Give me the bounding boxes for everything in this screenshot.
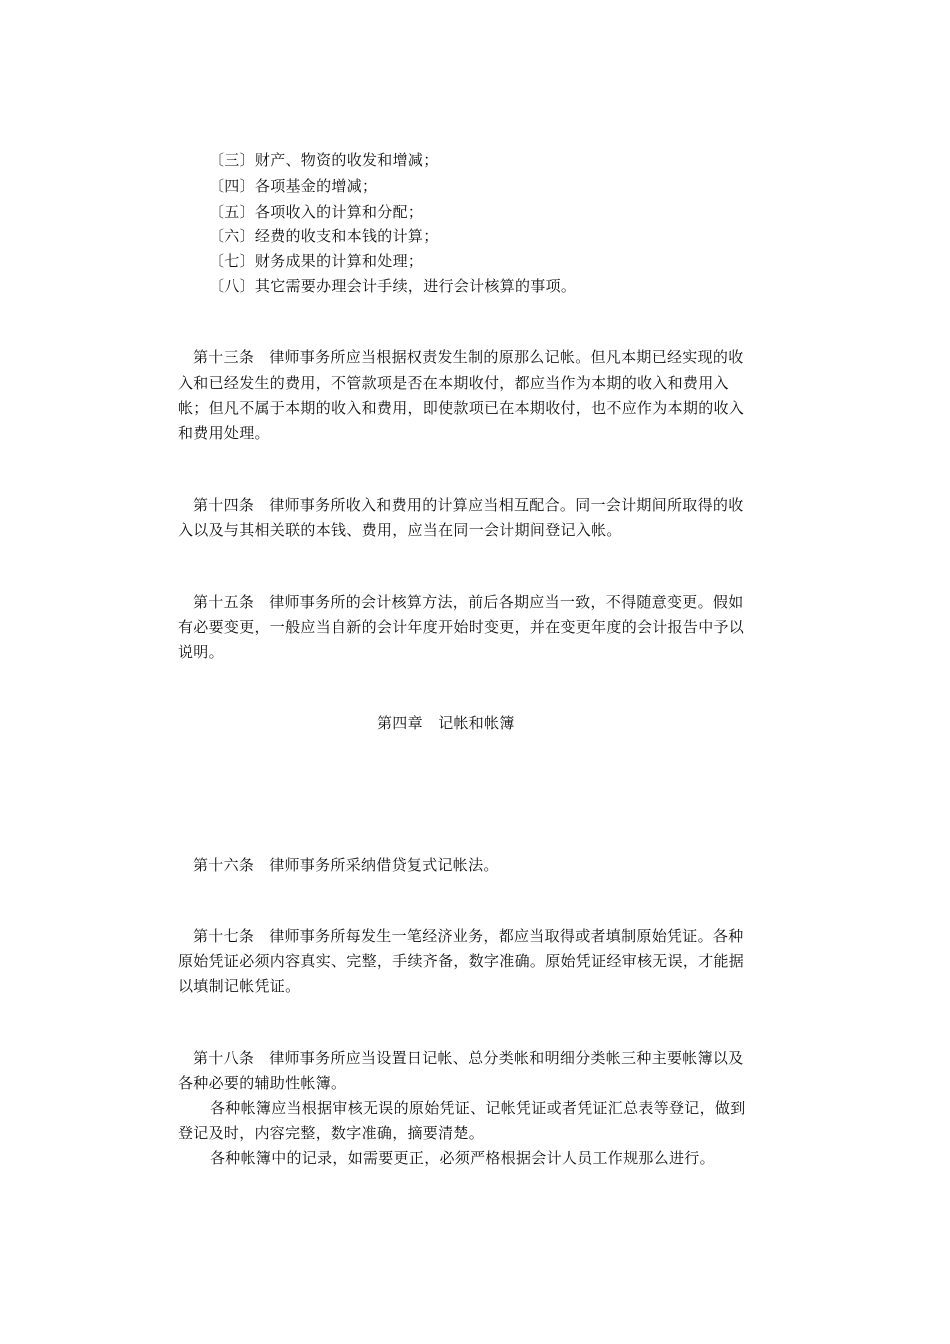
- article-14-text: 律师事务所收入和费用的计算应当相互配合。同一会计期间所取得的收: [269, 496, 744, 514]
- article-16-line: [193, 852, 793, 878]
- article-15-line: 说明。: [178, 643, 224, 661]
- article-13-line: [193, 344, 793, 370]
- article-17-line: 原始凭证必须内容真实、完整，手续齐备，数字准确。原始凭证经审核无误，才能据: [178, 952, 745, 970]
- article-14-label: 第十四条: [193, 496, 255, 514]
- list-item: 〔四〕各项基金的增减；: [209, 177, 378, 195]
- article-13-label: 第十三条: [193, 348, 255, 366]
- article-18-label: 第十八条: [193, 1049, 255, 1067]
- article-17-line: 以填制记帐凭证。: [178, 977, 301, 995]
- list-item: 〔七〕财务成果的计算和处理；: [209, 252, 424, 270]
- article-17-label: 第十七条: [193, 927, 255, 945]
- article-18-paragraph-line: 登记及时，内容完整，数字准确，摘要清楚。: [178, 1124, 485, 1142]
- article-18-line: 各种必要的辅助性帐簿。: [178, 1074, 347, 1092]
- article-17-text: 律师事务所每发生一笔经济业务，都应当取得或者填制原始凭证。各种: [269, 927, 744, 945]
- list-item: 〔五〕各项收入的计算和分配；: [209, 203, 424, 221]
- article-13-text: 律师事务所应当根据权责发生制的原那么记帐。但凡本期已经实现的收: [269, 348, 744, 366]
- article-15-text: 律师事务所的会计核算方法，前后各期应当一致，不得随意变更。假如: [269, 593, 744, 611]
- article-18-paragraph-line: 各种帐簿中的记录，如需要更正，必须严格根据会计人员工作规那么进行。: [210, 1149, 715, 1167]
- article-13-line: 和费用处理。: [178, 424, 270, 442]
- article-18-paragraph-line: 各种帐簿应当根据审核无误的原始凭证、记帐凭证或者凭证汇总表等登记，做到: [210, 1099, 746, 1117]
- article-16-label: 第十六条: [193, 856, 255, 874]
- list-item: 〔八〕其它需要办理会计手续，进行会计核算的事项。: [209, 277, 577, 295]
- article-14-line: [193, 492, 793, 518]
- article-15-label: 第十五条: [193, 593, 255, 611]
- article-13-line: 帐；但凡不属于本期的收入和费用，即使款项已在本期收付，也不应作为本期的收入: [178, 399, 745, 417]
- list-item: 〔三〕财产、物资的收发和增减；: [209, 151, 439, 169]
- article-14-line: 入以及与其相关联的本钱、费用，应当在同一会计期间登记入帐。: [178, 521, 622, 539]
- article-18-line: [193, 1045, 793, 1071]
- chapter-heading: 第四章 记帐和帐簿: [377, 714, 515, 732]
- article-16-text: 律师事务所采纳借贷复式记帐法。: [269, 856, 499, 874]
- article-17-line: [193, 923, 793, 949]
- list-item: 〔六〕经费的收支和本钱的计算；: [209, 227, 439, 245]
- article-15-line: [193, 589, 793, 615]
- article-13-line: 入和已经发生的费用，不管款项是否在本期收付，都应当作为本期的收入和费用入: [178, 374, 729, 392]
- article-15-line: 有必要变更，一般应当自新的会计年度开始时变更，并在变更年度的会计报告中予以: [178, 618, 745, 636]
- article-18-text: 律师事务所应当设置日记帐、总分类帐和明细分类帐三种主要帐簿以及: [269, 1049, 744, 1067]
